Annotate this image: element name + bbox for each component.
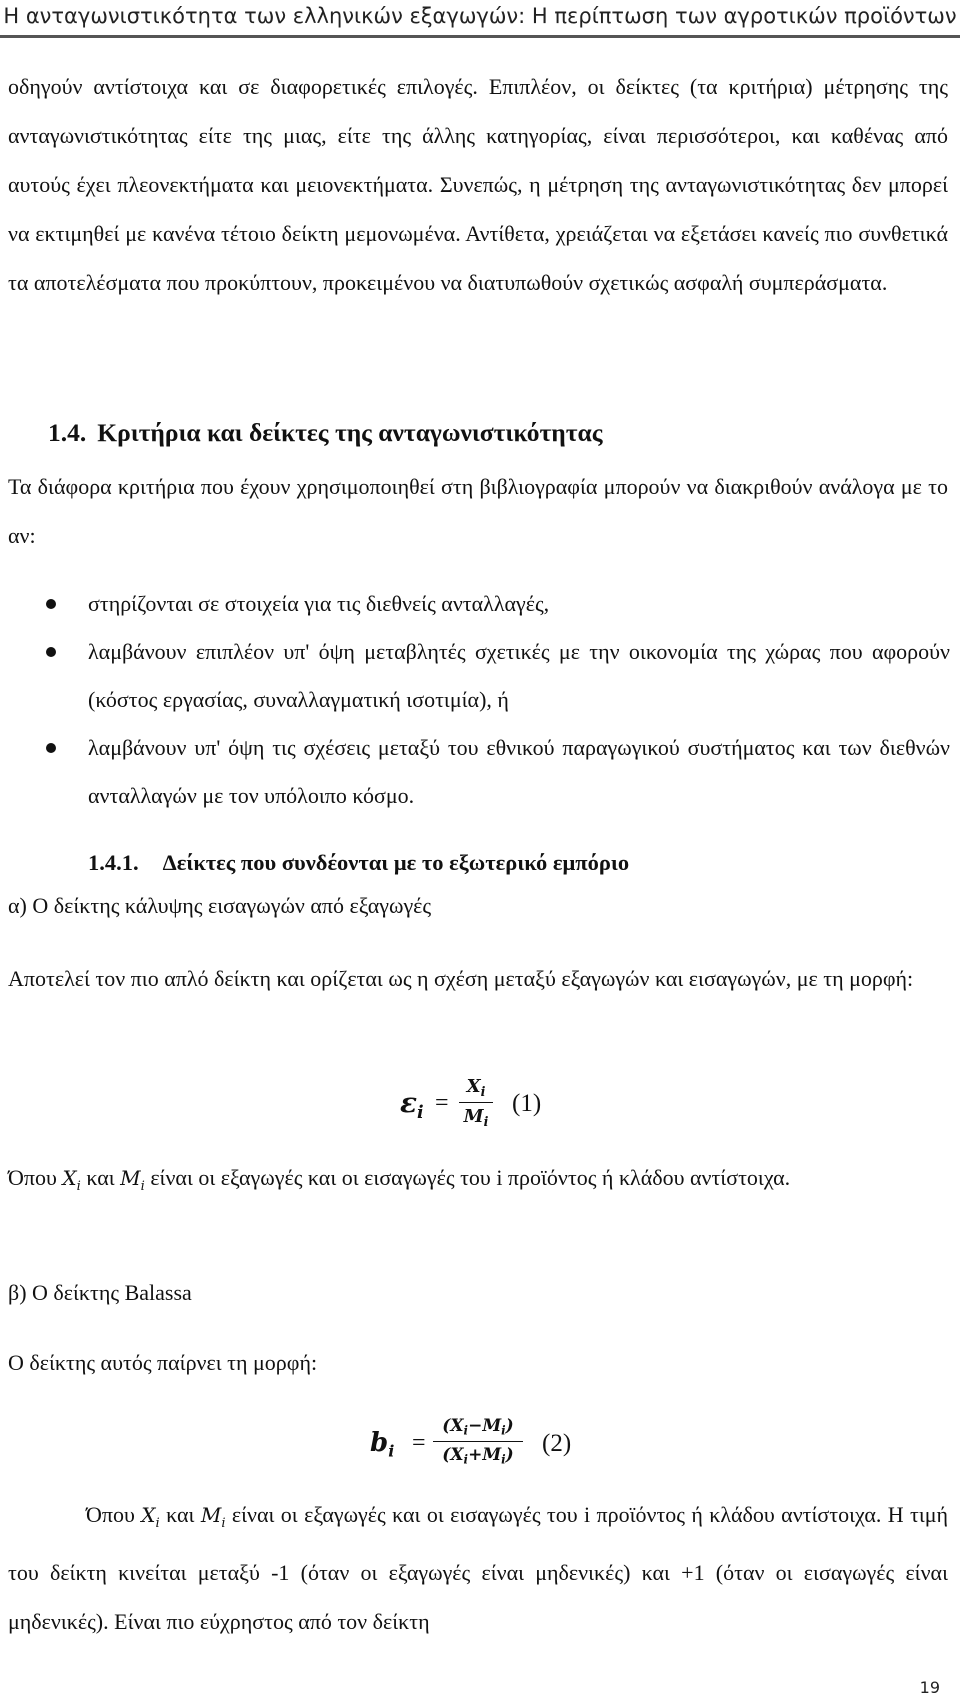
list-item xyxy=(0,628,950,724)
index-b-title: β) Ο δείκτης Balassa xyxy=(8,1280,192,1305)
formula-2 xyxy=(370,1412,610,1486)
m-symbol: $M_i$ xyxy=(120,1166,145,1194)
x-symbol: $X_i$ xyxy=(141,1503,160,1531)
bullet-icon xyxy=(46,599,56,609)
list-item xyxy=(0,724,950,820)
index-a-explanation: Όπου $X_i$ και $M_i$ είναι οι εξαγωγές και οι εισαγωγές του i προϊόντος ή κλάδου αντίστοιχα. xyxy=(8,1165,791,1194)
fraction-bar xyxy=(459,1102,493,1103)
formula-1-numerator: $X_i$ xyxy=(466,1076,486,1099)
formula-2-lhs: $b_i$ xyxy=(370,1428,395,1461)
formula-1-fraction xyxy=(459,1076,493,1129)
header-rule xyxy=(0,35,960,38)
formula-2-equals: = xyxy=(412,1430,426,1456)
formula-2-fraction xyxy=(433,1416,523,1466)
formula-1 xyxy=(400,1072,570,1144)
list-item-text: λαμβάνουν επιπλέον υπ' όψη μεταβλητές σχετικές με την οικονομία της χώρας που αφορούν (κόστος εργασίας, συναλλαγματική ισοτιμία), ή xyxy=(88,639,950,712)
index-b-description: Ο δείκτης αυτός παίρνει τη μορφή: xyxy=(8,1350,318,1375)
index-a-explanation-block xyxy=(8,1153,948,1211)
index-a-description: Αποτελεί τον πιο απλό δείκτη και ορίζεται ως η σχέση μεταξύ εξαγωγών και εισαγωγών, με τη μορφή: xyxy=(8,966,914,991)
index-b-explanation: Όπου $X_i$ και $M_i$ είναι οι εξαγωγές και οι εισαγωγές του i προϊόντος ή κλάδου αντίστοιχα. Η τιμή του δείκτη κινείται μεταξύ -1 (όταν οι εξαγωγές είναι μηδενικές) και +1 (όταν οι εισαγωγές είναι μηδενικές). Είναι πιο εύχρηστος από τον δείκτη xyxy=(8,1502,949,1634)
section-intro: Τα διάφορα κριτήρια που έχουν χρησιμοποιηθεί στη βιβλιογραφία μπορούν να διακριθούν ανάλογα με το αν: xyxy=(8,474,948,548)
section-heading xyxy=(48,418,602,448)
subsection-number: 1.4.1. xyxy=(88,850,139,875)
fraction-bar xyxy=(433,1441,523,1442)
section-number: 1.4. xyxy=(48,418,87,447)
m-symbol: $M_i$ xyxy=(200,1503,226,1531)
page-number: 19 xyxy=(919,1678,940,1697)
index-a-description-block xyxy=(8,954,948,1003)
formula-1-denominator: $M_i$ xyxy=(463,1105,489,1129)
list-item xyxy=(0,580,950,628)
formula-2-numerator: $(X_i-M_i)$ xyxy=(442,1416,514,1438)
section-title: Κριτήρια και δείκτες της ανταγωνιστικότητας xyxy=(97,418,603,447)
index-b-explanation-block xyxy=(8,1490,948,1646)
intro-paragraph-block xyxy=(8,62,948,307)
intro-paragraph: οδηγούν αντίστοιχα και σε διαφορετικές επιλογές. Επιπλέον, οι δείκτες (τα κριτήρια) μέτρησης της ανταγωνιστικότητας είτε της μιας, είτε της άλλης κατηγορίας, είναι περισσότεροι, και καθένας από αυτούς έχει πλεονεκτήματα και μειονεκτήματα. Συνεπώς, η μέτρηση της ανταγωνιστικότητας δεν μπορεί να εκτιμηθεί με κανένα τέτοιο δείκτη μεμονωμένα. Αντίθετα, χρειάζεται να εξετάσει κανείς πιο συνθετικά τα αποτελέσματα που προκύπτουν, προκειμένου να διατυπωθούν σχετικώς ασφαλή συμπεράσματα. xyxy=(8,74,948,295)
criteria-list xyxy=(0,580,950,820)
x-symbol: $X_i$ xyxy=(62,1166,81,1194)
formula-1-number: (1) xyxy=(512,1090,542,1117)
subsection-title: Δείκτες που συνδέονται με το εξωτερικό εμπόριο xyxy=(162,850,630,875)
index-a-title: α) Ο δείκτης κάλυψης εισαγωγών από εξαγωγές xyxy=(8,893,432,918)
bullet-icon xyxy=(46,743,56,753)
subsection-heading xyxy=(88,850,629,876)
formula-2-denominator: $(X_i+M_i)$ xyxy=(442,1444,514,1467)
section-intro-block xyxy=(8,462,948,560)
bullet-icon xyxy=(46,647,56,657)
formula-1-lhs: $\varepsilon_i$ xyxy=(400,1086,424,1124)
list-item-text: λαμβάνουν υπ' όψη τις σχέσεις μεταξύ του εθνικού παραγωγικού συστήματος και των διεθνών ανταλλαγών με τον υπόλοιπο κόσμο. xyxy=(88,735,950,808)
formula-2-number: (2) xyxy=(542,1430,572,1457)
list-item-text: στηρίζονται σε στοιχεία για τις διεθνείς ανταλλαγές, xyxy=(88,591,550,616)
running-header: Η ανταγωνιστικότητα των ελληνικών εξαγωγών: Η περίπτωση των αγροτικών προϊόντων xyxy=(3,4,957,28)
formula-1-equals: = xyxy=(435,1090,449,1116)
